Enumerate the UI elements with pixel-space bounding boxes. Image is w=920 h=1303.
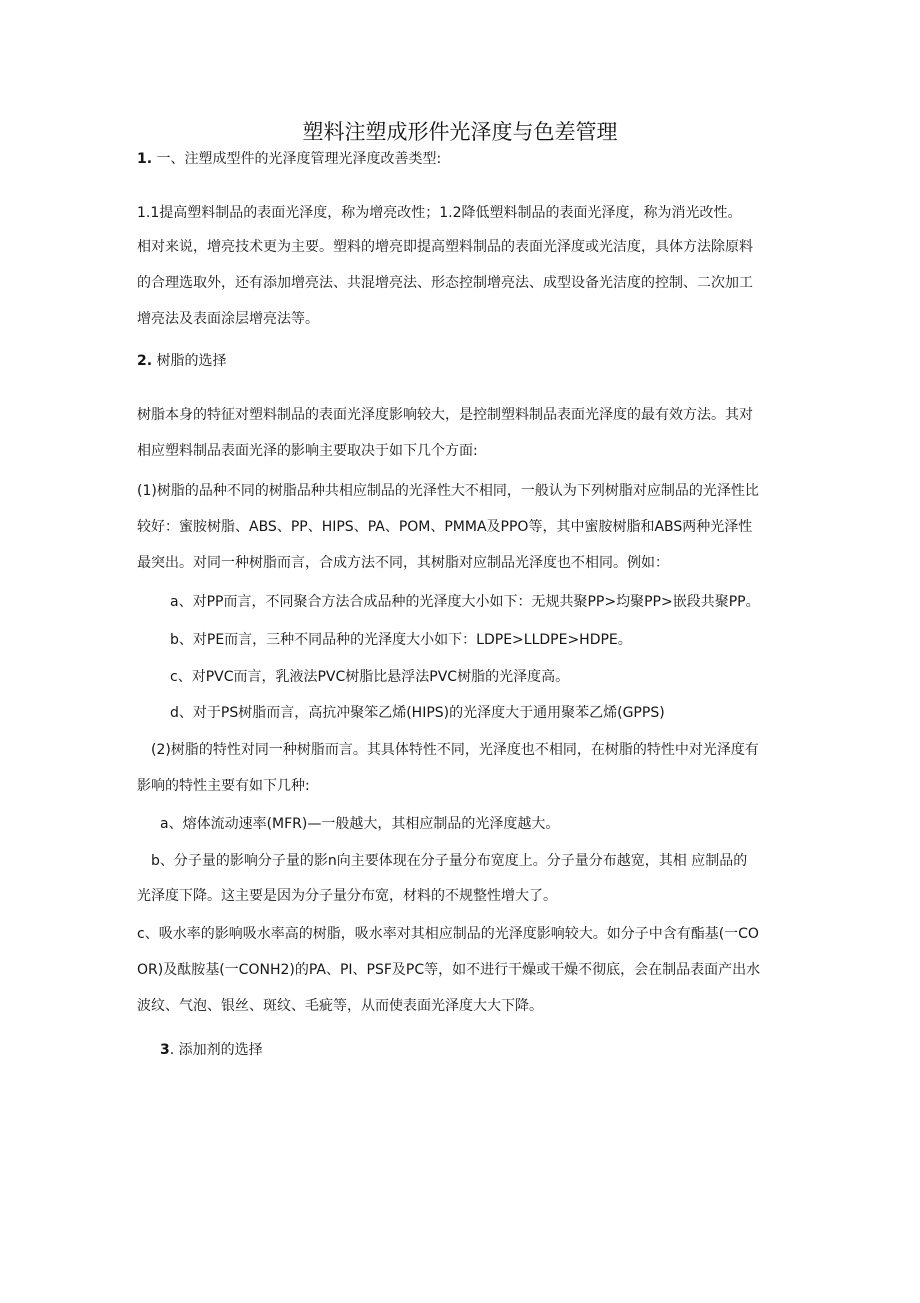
point1-line: 较好：蜜胺树脂、ABS、PP、HIPS、PA、POM、PMMA及PPO等，其中蜜胺树脂和ABS两种光泽性: [137, 519, 753, 535]
section1-heading-text: 一、注塑成型件的光泽度管理光泽度改善类型:: [156, 151, 442, 167]
property-b-line: 光泽度下降。这主要是因为分子量分布宽，材料的不规整性增大了。: [137, 888, 557, 904]
section2-number: 2.: [137, 353, 153, 369]
section3-number: 3: [160, 1042, 170, 1058]
point2-line: 影响的特性主要有如下几种:: [137, 778, 310, 794]
example-item: c、对PVC而言，乳液法PVC树脂比悬浮法PVC树脂的光泽度高。: [170, 669, 570, 685]
section1-paragraph-2-line: 相对来说，增亮技术更为主要。塑料的增亮即提高塑料制品的表面光泽度或光洁度，具体方法除原料: [137, 239, 753, 255]
point2-line: (2)树脂的特性对同一种树脂而言。其具体特性不同，光泽度也不相同，在树脂的特性中对光泽度有: [151, 742, 759, 758]
point1-line: (1)树脂的品种不同的树脂品种共相应制品的光泽性大不相同，一般认为下列树脂对应制品的光泽性比: [137, 483, 759, 499]
property-c-line: OR)及酞胺基(一CONH2)的PA、PI、PSF及PC等，如不进行干燥或干燥不彻底，会在制品表面产出水: [137, 962, 761, 978]
section3-heading-text: . 添加剂的选择: [169, 1042, 263, 1058]
property-c-line: 波纹、气泡、银丝、斑纹、毛疵等，从而使表面光泽度大大下降。: [137, 998, 543, 1014]
section2-heading: [137, 351, 227, 371]
section1-heading: [137, 149, 441, 169]
section2-heading-text: 树脂的选择: [156, 353, 227, 369]
property-c-line: c、吸水率的影响吸水率高的树脂，吸水率对其相应制品的光泽度影响较大。如分子中含有酯基(一CO: [137, 926, 759, 942]
section1-paragraph-1: 1.1提高塑料制品的表面光泽度，称为增亮改性；1.2降低塑料制品的表面光泽度，称为消光改性。: [137, 205, 742, 221]
point1-line: 最突出。对同一种树脂而言，合成方法不同，其树脂对应制品光泽度也不相同。例如：: [137, 555, 669, 571]
section1-paragraph-2-line: 增亮法及表面涂层增亮法等。: [137, 311, 319, 327]
example-item: b、对PE而言，三种不同品种的光泽度大小如下：LDPE>LLDPE>HDPE。: [170, 632, 632, 648]
property-a: a、熔体流动速率(MFR)—一般越大，其相应制品的光泽度越大。: [160, 816, 560, 832]
property-b-line: b、分子量的影响分子量的影n向主要体现在分子量分布宽度上。分子量分布越宽，其相 应制品的: [151, 853, 748, 869]
example-item: a、对PP而言，不同聚合方法合成品种的光泽度大小如下：无规共聚PP>均聚PP>嵌段共聚PP。: [170, 594, 760, 610]
section3-heading: [160, 1040, 263, 1060]
section1-paragraph-2-line: 的合理选取外，还有添加增亮法、共混增亮法、形态控制增亮法、成型设备光洁度的控制、二次加工: [137, 275, 753, 291]
section2-intro-line: 相应塑料制品表面光泽的影响主要取决于如下几个方面:: [137, 443, 478, 459]
section2-intro-line: 树脂本身的特征对塑料制品的表面光泽度影响较大，是控制塑料制品表面光泽度的最有效方法。其对: [137, 407, 753, 423]
section1-number: 1.: [137, 151, 153, 167]
document-title: 塑料注塑成形件光泽度与色差管理: [302, 120, 618, 144]
example-item: d、对于PS树脂而言，高抗冲聚笨乙烯(HIPS)的光泽度大于通用聚苯乙烯(GPPS): [170, 705, 665, 721]
